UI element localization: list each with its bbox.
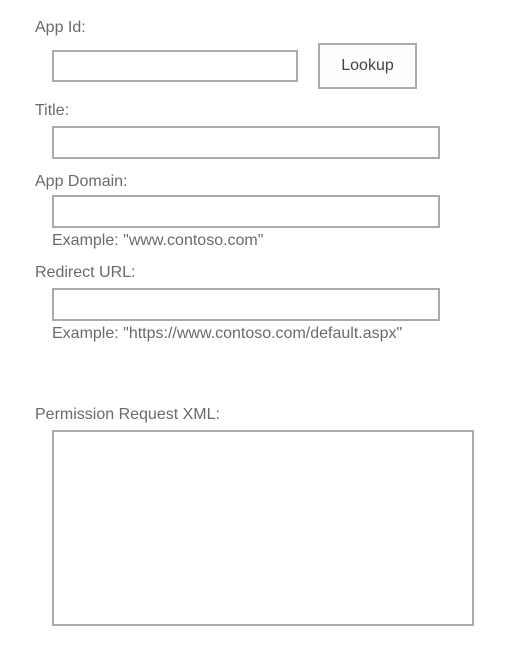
redirect-url-example: Example: "https://www.contoso.com/default.aspx" xyxy=(52,325,403,342)
app-domain-label: App Domain: xyxy=(35,173,128,190)
app-id-label: App Id: xyxy=(35,19,86,36)
permission-xml-textarea[interactable] xyxy=(52,430,474,626)
lookup-button[interactable]: Lookup xyxy=(318,43,417,89)
title-label: Title: xyxy=(35,102,70,119)
permission-xml-label: Permission Request XML: xyxy=(35,406,220,423)
app-domain-input[interactable] xyxy=(52,195,440,228)
title-input[interactable] xyxy=(52,126,440,159)
app-domain-example: Example: "www.contoso.com" xyxy=(52,232,264,249)
redirect-url-label: Redirect URL: xyxy=(35,264,136,281)
app-id-input[interactable] xyxy=(52,50,298,82)
redirect-url-input[interactable] xyxy=(52,288,440,321)
